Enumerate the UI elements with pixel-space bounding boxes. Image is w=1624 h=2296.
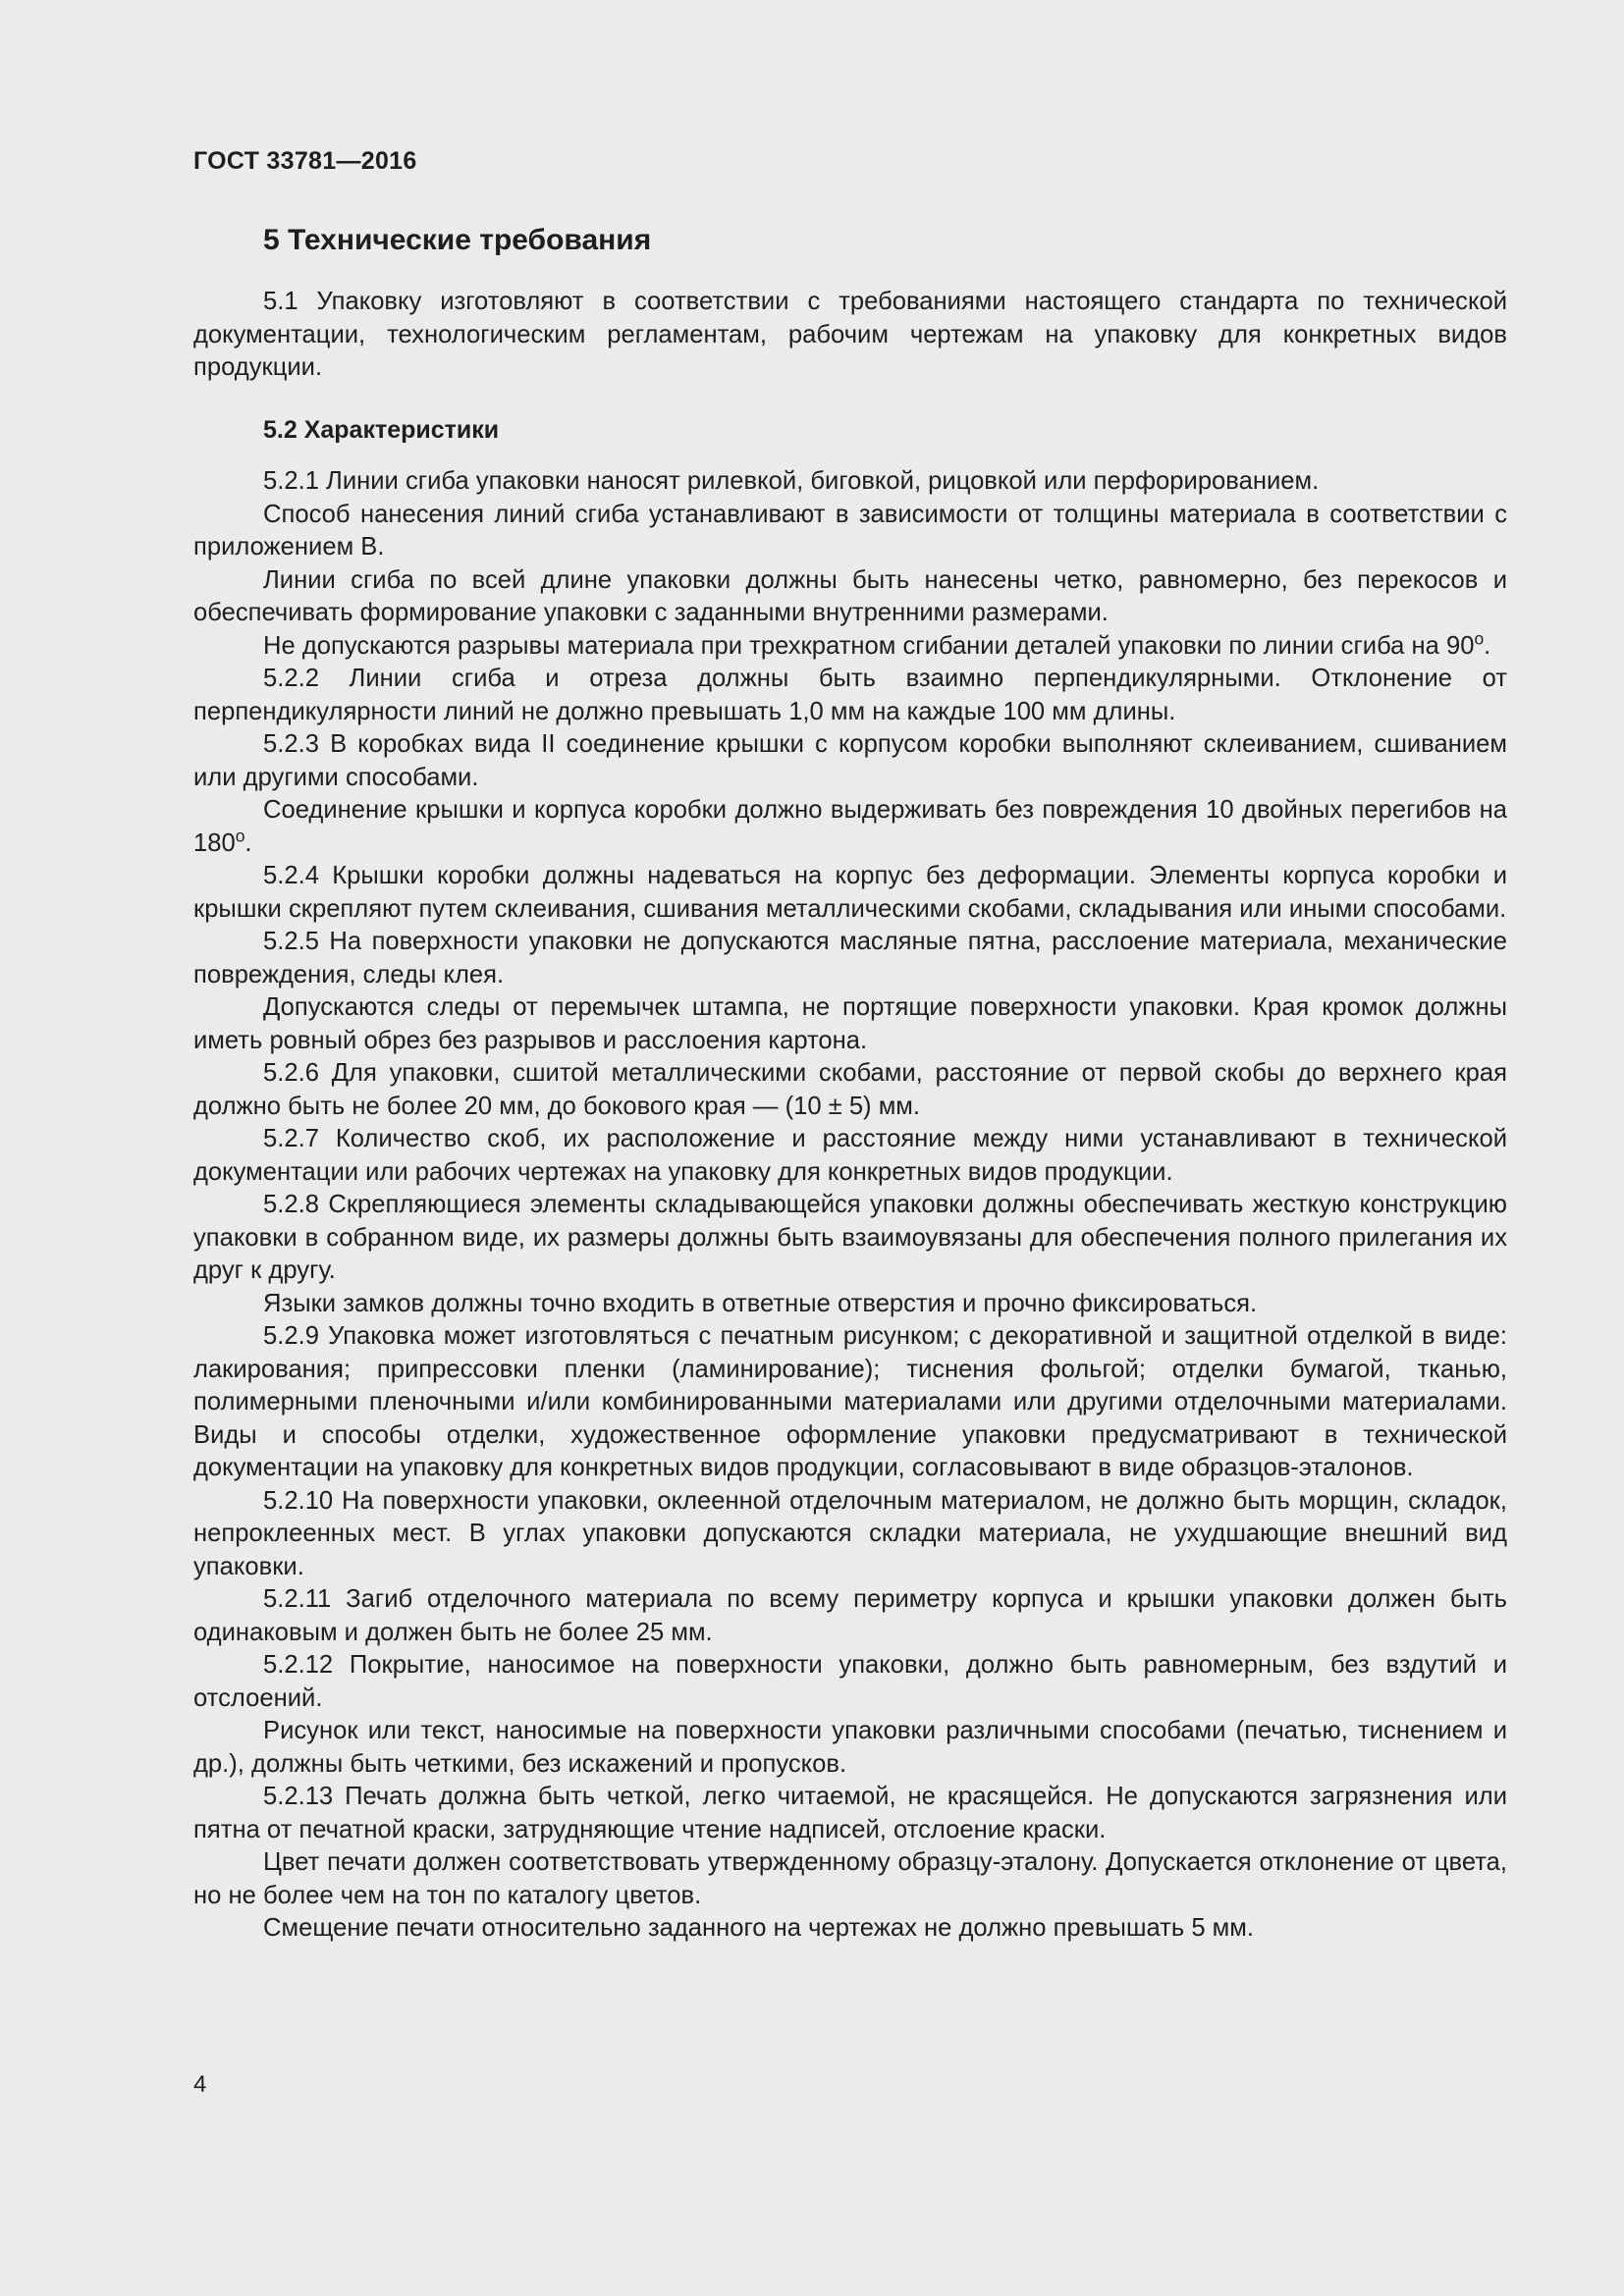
paragraph: 5.2.7 Количество скоб, их расположение и расстояние между ними устанавливают в технической документации или рабочих чертежах на упаковку для конкретных видов продукции.: [193, 1125, 1507, 1186]
paragraph: 5.2.1 Линии сгиба упаковки наносят рилевкой, биговкой, рицовкой или перфорированием.: [263, 467, 1320, 495]
paragraph: Допускаются следы от перемычек штампа, не портящие поверхности упаковки. Края кромок должны иметь ровный обрез без разрывов и расслоения картона.: [193, 993, 1507, 1054]
paragraph: Рисунок или текст, наносимые на поверхности упаковки различными способами (печатью, тиснением и др.), должны быть четкими, без искажений и пропусков.: [193, 1717, 1507, 1778]
subsection-title: 5.2 Характеристики: [263, 416, 500, 444]
paragraph: Языки замков должны точно входить в ответные отверстия и прочно фиксироваться.: [263, 1289, 1258, 1317]
paragraph: 5.2.6 Для упаковки, сшитой металлическими скобами, расстояние от первой скобы до верхнего края должно быть не более 20 мм, до бокового края — (10 ± 5) мм.: [193, 1059, 1507, 1120]
paragraph: Способ нанесения линий сгиба устанавливают в зависимости от толщины материала в соответствии с приложением В.: [193, 500, 1507, 561]
paragraph: 5.2.10 На поверхности упаковки, оклеенной отделочным материалом, не должно быть морщин, складок, непроклеенных мест. В углах упаковки допускаются складки материала, не ухудшающие внешний вид упаковки.: [193, 1486, 1507, 1580]
degree-sign: о: [1474, 627, 1485, 648]
paragraph: Линии сгиба по всей длине упаковки должны быть нанесены четко, равномерно, без перекосов и обеспечивать формирование упаковки с заданными внутренними размерами.: [193, 565, 1507, 626]
paragraph-with-degree: [193, 794, 1507, 860]
paragraph: 5.2.9 Упаковка может изготовляться с печатным рисунком; с декоративной и защитной отделкой в виде: лакирования; припрессовки пленки (ламинирование); тиснения фольгой; отделки бумагой, тканью, полимерными пленочными и/или комбинированными материалами или другими отделочными материалами. Виды и способы отделки, художественное оформление упаковки предусматривают в технической документации на упаковку для конкретных видов продукции, согласовывают в виде образцов-эталонов.: [193, 1322, 1507, 1481]
paragraph: 5.2.3 В коробках вида II соединение крышки с корпусом коробки выполняют склеиванием, сшиванием или другими способами.: [193, 730, 1507, 791]
paragraph: 5.2.13 Печать должна быть четкой, легко читаемой, не красящейся. Не допускаются загрязнения или пятна от печатной краски, затрудняющие чтение надписей, отслоение краски.: [193, 1783, 1507, 1843]
section-title: 5 Технические требования: [263, 224, 652, 256]
paragraph: 5.2.12 Покрытие, наносимое на поверхности упаковки, должно быть равномерным, без вздутий и отслоений.: [193, 1651, 1507, 1712]
paragraph: 5.2.5 На поверхности упаковки не допускаются масляные пятна, расслоение материала, механические повреждения, следы клея.: [193, 928, 1507, 988]
paragraph: 5.2.11 Загиб отделочного материала по всему периметру корпуса и крышки упаковки должен быть одинаковым и должен быть не более 25 мм.: [193, 1585, 1507, 1646]
paragraph-text: Соединение крышки и корпуса коробки должно выдерживать без повреждения 10 двойных перегибов на 180: [193, 796, 1507, 857]
paragraph-5-1: 5.1 Упаковку изготовляют в соответствии с требованиями настоящего стандарта по технической документации, технологическим регламентам, рабочим чертежам на упаковку для конкретных видов продукции.: [193, 288, 1507, 381]
paragraph: Цвет печати должен соответствовать утвержденному образцу-эталону. Допускается отклонение от цвета, но не более чем на тон по каталогу цветов.: [193, 1848, 1507, 1909]
main-text-block: [193, 465, 1507, 1946]
paragraph-with-degree: [193, 627, 1507, 664]
paragraph-text: Не допускаются разрывы материала при трехкратном сгибании деталей упаковки по линии сгиба на 90: [263, 631, 1475, 660]
degree-sign: о: [235, 825, 245, 845]
paragraph-end: .: [1484, 631, 1491, 660]
paragraph-end: .: [244, 828, 252, 857]
paragraph: 5.2.8 Скрепляющиеся элементы складывающейся упаковки должны обеспечивать жесткую конструкцию упаковки в собранном виде, их размеры должны быть взаимоувязаны для обеспечения полного прилегания их друг к другу.: [193, 1191, 1507, 1284]
page-number: 4: [193, 2071, 207, 2098]
paragraph: 5.2.2 Линии сгиба и отреза должны быть взаимно перпендикулярными. Отклонение от перпендикулярности линий не должно превышать 1,0 мм на каждые 100 мм длины.: [193, 665, 1507, 725]
intro-block: [193, 286, 1507, 385]
document-header: ГОСТ 33781—2016: [193, 147, 417, 175]
paragraph: 5.2.4 Крышки коробки должны надеваться на корпус без деформации. Элементы корпуса коробки и крышки скрепляют путем склеивания, сшивания металлическими скобами, складывания или иными способами.: [193, 862, 1507, 923]
paragraph: Смещение печати относительно заданного на чертежах не должно превышать 5 мм.: [263, 1914, 1254, 1942]
